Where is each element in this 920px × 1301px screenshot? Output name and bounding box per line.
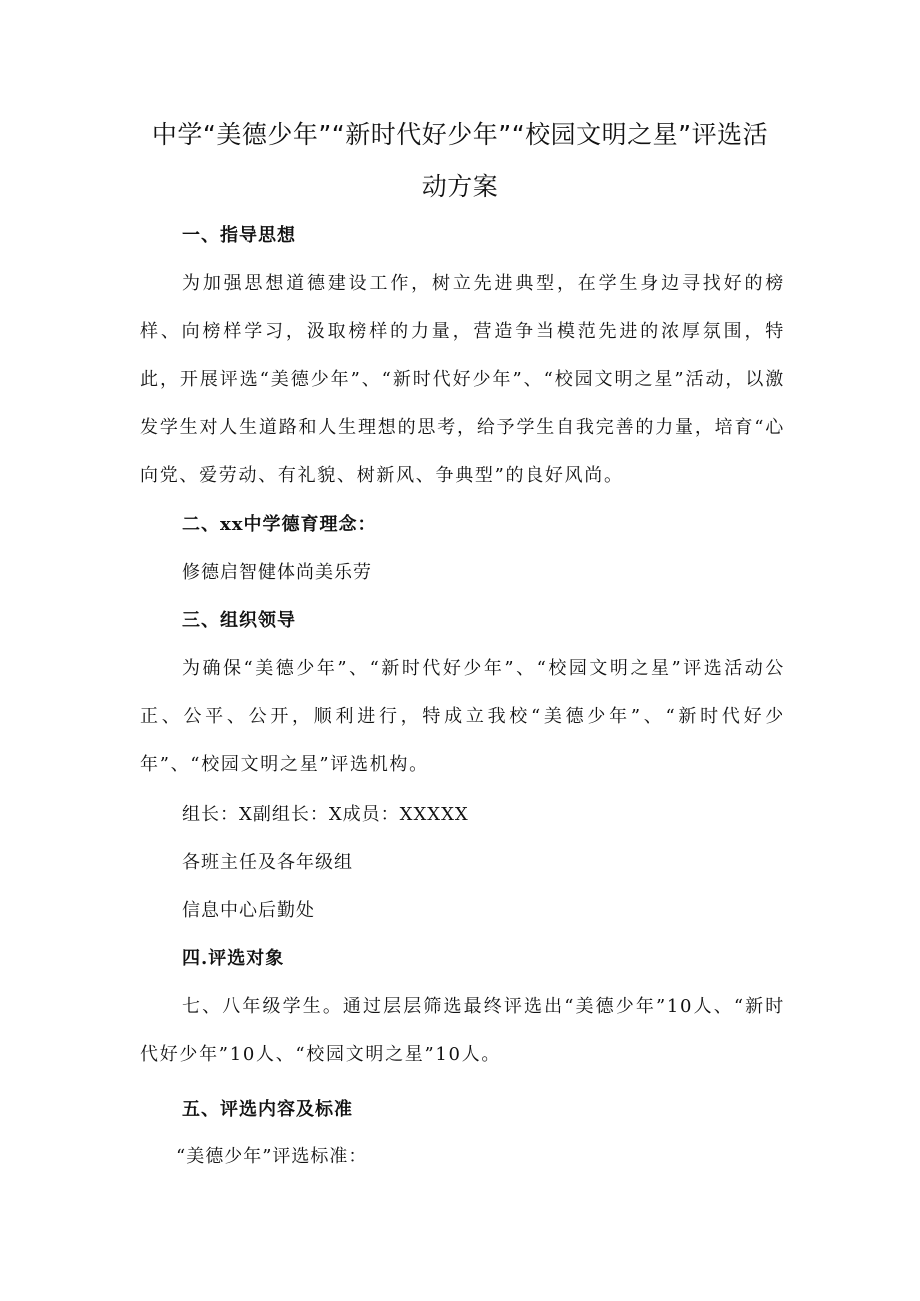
section-heading-criteria: 五、评选内容及标准 (182, 1099, 353, 1120)
committee-members-line: 组长：X副组长：X成员：XXXXX (182, 804, 469, 825)
section-heading-moral-education-philosophy: 二、xx中学德育理念： (182, 514, 377, 535)
document-title-line-2: 动方案 (421, 172, 499, 201)
section-paragraph-organization-leadership: 为确保“美德少年”、“新时代好少年”、“校园文明之星”评选活动公正、公平、公开，顺利进行，特成立我校“美德少年”、“新时代好少年”、“校园文明之星”评选机构。 (140, 658, 785, 775)
section-heading-guiding-ideology: 一、指导思想 (182, 225, 296, 246)
moral-education-motto: 修德启智健体尚美乐劳 (182, 562, 372, 583)
section-heading-organization-leadership: 三、组织领导 (182, 610, 296, 631)
committee-class-teachers-line: 各班主任及各年级组 (182, 852, 353, 873)
section-paragraph-selection-targets: 七、八年级学生。通过层层筛选最终评选出“美德少年”10人、“新时代好少年”10人、“校园文明之星”10人。 (140, 996, 785, 1065)
section-paragraph-guiding-ideology: 为加强思想道德建设工作，树立先进典型，在学生身边寻找好的榜样、向榜样学习，汲取榜样的力量，营造争当模范先进的浓厚氛围，特此，开展评选“美德少年”、“新时代好少年”、“校园文明之星”活动，以激发学生对人生道路和人生理想的思考，给予学生自我完善的力量，培育“心向党、爱劳动、有礼貌、树新风、争典型”的良好风尚。 (140, 273, 785, 486)
criteria-subheading-virtue-youth: “美德少年”评选标准： (176, 1146, 368, 1167)
document-title-line-1: 中学“美德少年”“新时代好少年”“校园文明之星”评选活 (151, 120, 769, 149)
section-heading-selection-targets: 四.评选对象 (182, 948, 285, 969)
committee-departments-line: 信息中心后勤处 (182, 900, 315, 921)
